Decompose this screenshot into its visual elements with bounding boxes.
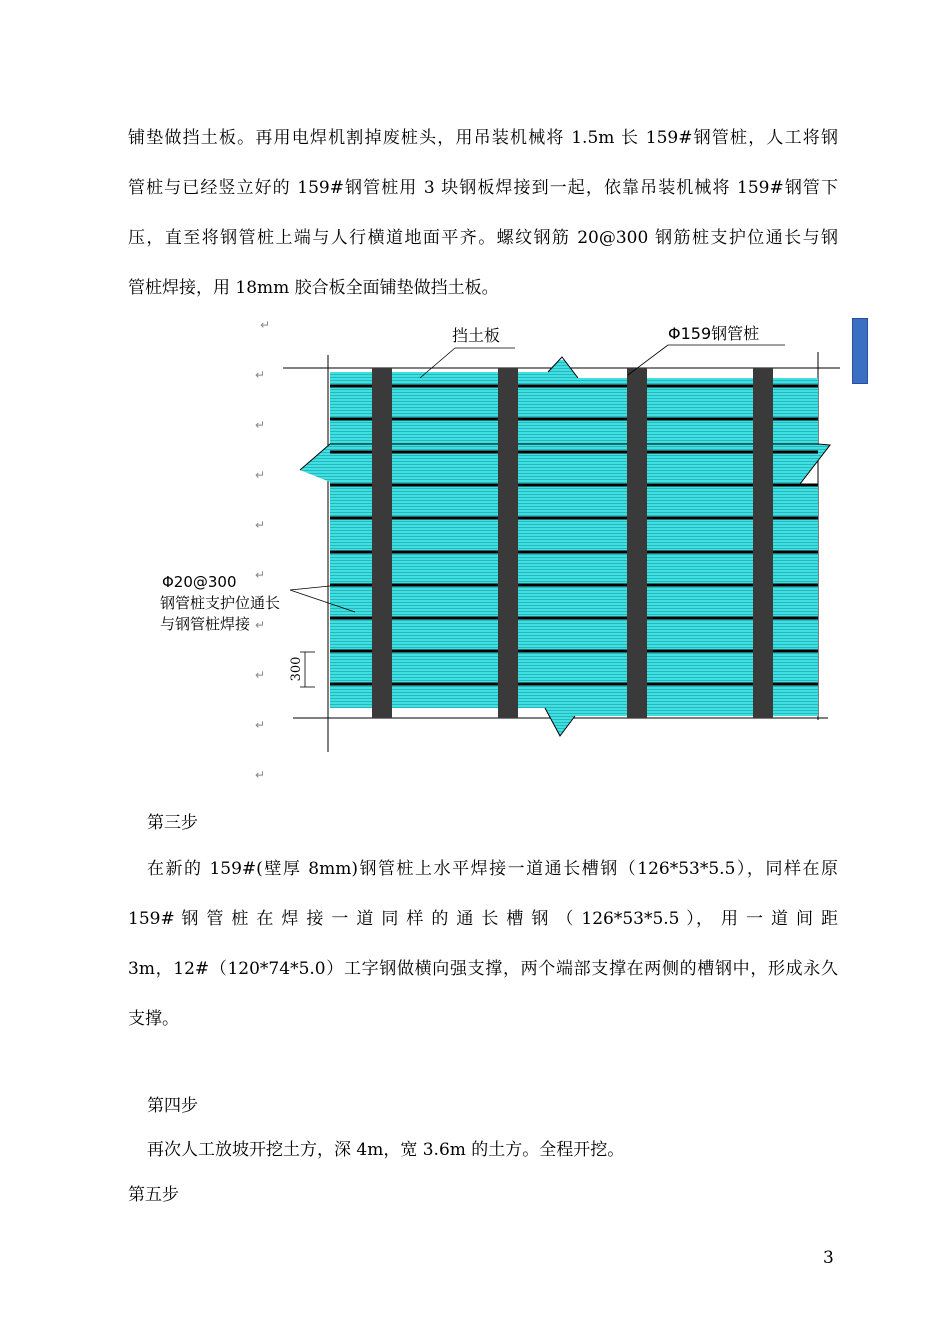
label-board: 挡土板 bbox=[452, 326, 501, 345]
rebar-line bbox=[330, 517, 818, 520]
retaining-wall-figure bbox=[150, 318, 840, 758]
label-pile: Φ159钢管桩 bbox=[668, 324, 760, 343]
return-mark: ↵ bbox=[260, 318, 271, 332]
paragraph-line: 管桩焊接，用 18mm 胶合板全面铺垫做挡土板。 bbox=[128, 278, 499, 298]
return-mark: ↵ bbox=[255, 518, 266, 532]
paragraph-line: 压，直至将钢管桩上端与人行横道地面平齐。螺纹钢筋 20@300 钢筋桩支护位通长与钢 bbox=[128, 228, 838, 248]
rebar-line bbox=[330, 683, 818, 686]
step3-line: 3m，12#（120*74*5.0）工字钢做横向强支撑，两个端部支撑在两侧的槽钢中，形成永久 bbox=[128, 959, 838, 979]
label-rebar-desc: 钢管桩支护位通长 bbox=[160, 594, 281, 612]
return-mark: ↵ bbox=[255, 468, 266, 482]
side-tab[interactable] bbox=[852, 318, 868, 384]
step3-line: 支撑。 bbox=[128, 1009, 179, 1029]
return-mark: ↵ bbox=[255, 418, 266, 432]
label-rebar-spec: Φ20@300 bbox=[162, 573, 237, 591]
return-mark: ↵ bbox=[255, 668, 266, 682]
steel-pile bbox=[372, 368, 392, 718]
return-mark: ↵ bbox=[255, 568, 266, 582]
rebar-line bbox=[330, 617, 818, 620]
return-mark: ↵ bbox=[255, 718, 266, 732]
rebar-line bbox=[330, 551, 818, 554]
paragraph-line: 管桩与已经竖立好的 159#钢管桩用 3 块钢板焊接到一起，依靠吊装机械将 159#钢管下 bbox=[128, 178, 838, 198]
step4-heading: 第四步 bbox=[147, 1096, 198, 1116]
return-mark: ↵ bbox=[255, 768, 266, 782]
step3-line: 在新的 159#(壁厚 8mm)钢管桩上水平焊接一道通长槽钢（126*53*5.5），同样在原 bbox=[147, 859, 838, 879]
rebar-line bbox=[330, 484, 818, 487]
page-number: 3 bbox=[823, 1248, 834, 1268]
steel-pile bbox=[753, 368, 773, 718]
step3-line: 159# 钢 管 桩 在 焊 接 一 道 同 样 的 通 长 槽 钢 （ 126*53*5.5 ）， 用 一 道 间 距 bbox=[128, 909, 838, 929]
label-rebar-weld: 与钢管桩焊接 bbox=[160, 615, 251, 633]
dimension-300: 300 bbox=[289, 656, 304, 682]
step5-heading: 第五步 bbox=[128, 1185, 179, 1205]
steel-pile bbox=[498, 368, 518, 718]
rebar-line bbox=[330, 385, 818, 388]
rebar-line bbox=[330, 650, 818, 653]
return-mark: ↵ bbox=[255, 618, 266, 632]
rebar-line bbox=[330, 418, 818, 421]
return-mark: ↵ bbox=[255, 368, 266, 382]
steel-pile bbox=[627, 368, 647, 718]
step3-heading: 第三步 bbox=[147, 813, 198, 833]
rebar-line bbox=[330, 451, 818, 454]
rebar-line bbox=[330, 584, 818, 587]
paragraph-line: 铺垫做挡土板。再用电焊机割掉废桩头，用吊装机械将 1.5m 长 159#钢管桩，人工将钢 bbox=[128, 128, 838, 148]
step4-line: 再次人工放坡开挖土方，深 4m，宽 3.6m 的土方。全程开挖。 bbox=[147, 1140, 625, 1160]
